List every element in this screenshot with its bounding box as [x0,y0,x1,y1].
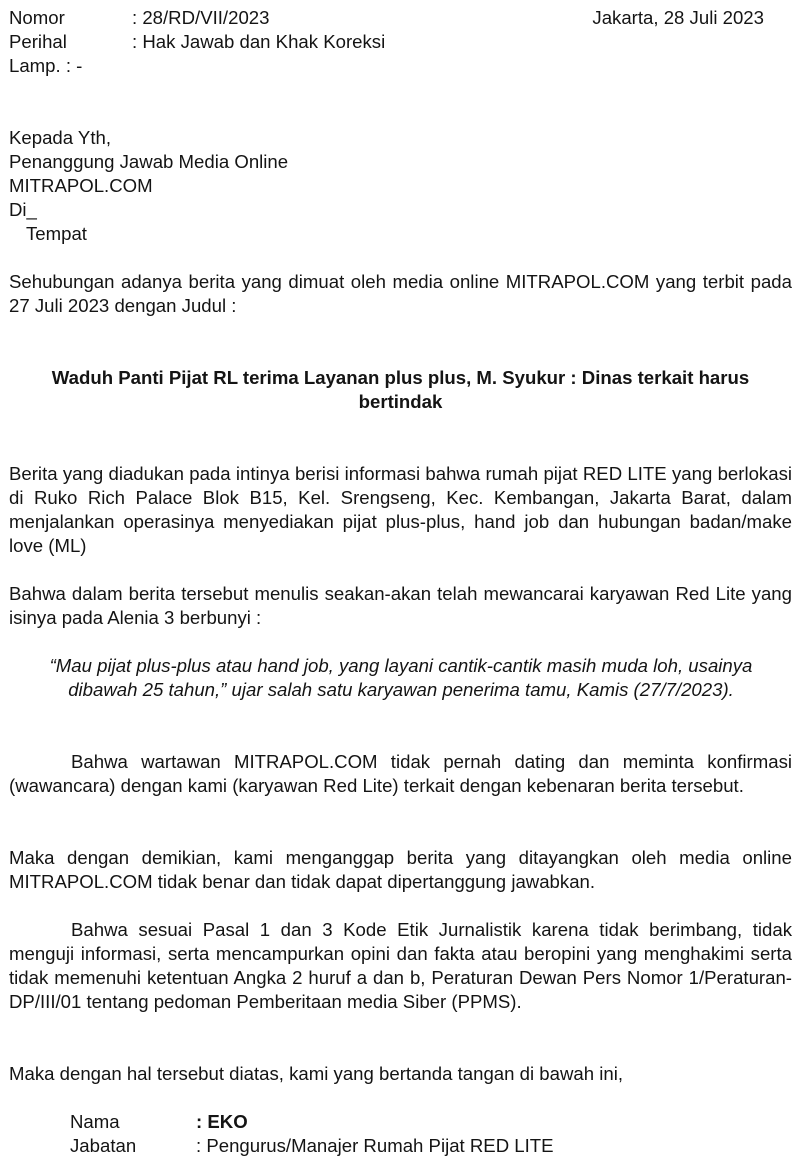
nomor-value: : 28/RD/VII/2023 [132,7,270,28]
recipient-title: Penanggung Jawab Media Online [9,151,289,172]
nama-value-text: : EKO [196,1111,248,1132]
nomor-label: Nomor [9,7,65,28]
nama-value [196,1110,248,1134]
paragraph-conclusion: Maka dengan demikian, kami menganggap berita yang ditayangkan oleh media online MITRAPOL.COM tidak benar dan tidak dapat dipertanggung jawabkan. [9,847,792,892]
jabatan-value: : Pengurus/Manajer Rumah Pijat RED LITE [196,1135,554,1156]
recipient-di: Di_ [9,199,37,220]
quoted-excerpt: “Mau pijat plus-plus atau hand job, yang layani cantik-cantik masih muda loh, usainya dibawah 25 tahun,” ujar salah satu karyawan penerima tamu, Kamis (27/7/2023). [49,655,753,700]
paragraph-no-confirmation: Bahwa wartawan MITRAPOL.COM tidak pernah dating dan meminta konfirmasi (wawancara) dengan kami (karyawan Red Lite) terkait dengan kebenaran berita tersebut. [9,751,792,796]
paragraph-complaint: Berita yang diadukan pada intinya berisi informasi bahwa rumah pijat RED LITE yang berlokasi di Ruko Rich Palace Blok B15, Kel. Srengseng, Kec. Kembangan, Jakarta Barat, dalam menjalankan operasinya menyediakan pijat plus-plus, hand job dan hubungan badan/make love (ML) [9,463,792,556]
perihal-value: : Hak Jawab dan Khak Koreksi [132,31,386,52]
perihal-label: Perihal [9,31,67,52]
place-date: Jakarta, 28 Juli 2023 [592,7,764,28]
recipient-place: Tempat [26,223,87,244]
lampiran: Lamp. : - [9,55,83,76]
intro-paragraph: Sehubungan adanya berita yang dimuat oleh media online MITRAPOL.COM yang terbit pada 27 Juli 2023 dengan Judul : [9,271,792,316]
recipient-greeting: Kepada Yth, [9,127,112,148]
recipient-org: MITRAPOL.COM [9,175,153,196]
nama-label: Nama [70,1111,120,1132]
jabatan-label: Jabatan [70,1135,137,1156]
news-headline: Waduh Panti Pijat RL terima Layanan plus plus, M. Syukur : Dinas terkait harus bertindak [51,367,750,412]
paragraph-code-of-ethics: Bahwa sesuai Pasal 1 dan 3 Kode Etik Jurnalistik karena tidak berimbang, tidak menguji informasi, serta mencampurkan opini dan fakta atau beropini yang menghakimi serta tidak memenuhi ketentuan Angka 2 huruf a dan b, Peraturan Dewan Pers Nomor 1/Peraturan-DP/III/01 tentang pedoman Pemberitaan media Siber (PPMS). [9,919,792,1012]
paragraph-interview-claim: Bahwa dalam berita tersebut menulis seakan-akan telah mewancarai karyawan Red Lite yang isinya pada Alenia 3 berbunyi : [9,583,792,628]
paragraph-undersigned: Maka dengan hal tersebut diatas, kami yang bertanda tangan di bawah ini, [9,1063,624,1084]
